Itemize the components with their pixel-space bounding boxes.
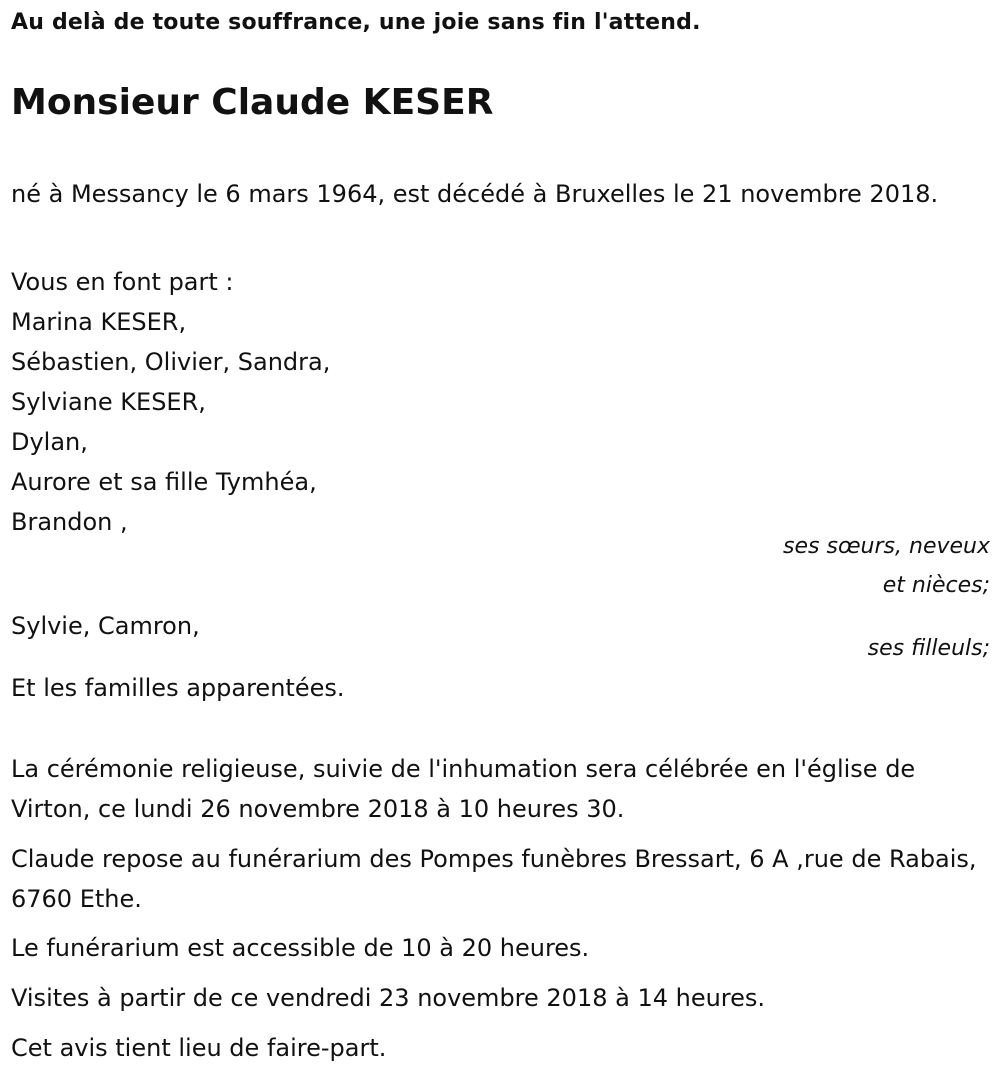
ceremony-details: La cérémonie religieuse, suivie de l'inhumation sera célébrée en l'église de Virton, ce lundi 26 novembre 2018 à 10 heures 30.	[11, 755, 916, 823]
notice-text: Cet avis tient lieu de faire-part.	[11, 1034, 387, 1062]
visits-start: Visites à partir de ce vendredi 23 novembre 2018 à 14 heures.	[11, 984, 766, 1012]
family-intro: Vous en font part :	[11, 268, 234, 296]
family-group-label: ses sœurs, neveux	[783, 534, 990, 559]
family-member-line: Sébastien, Olivier, Sandra,	[11, 348, 331, 376]
family-member-line: Sylviane KESER,	[11, 388, 206, 416]
quote-heading: Au delà de toute souffrance, une joie sans fin l'attend.	[11, 10, 701, 35]
deceased-name: Monsieur Claude KESER	[11, 82, 494, 123]
funeral-home-details: Claude repose au funérarium des Pompes funèbres Bressart, 6 A ,rue de Rabais, 6760 Ethe.	[11, 845, 977, 913]
visiting-hours: Le funérarium est accessible de 10 à 20 heures.	[11, 934, 590, 962]
family-member-line: Brandon ,	[11, 508, 128, 536]
birth-death-text: né à Messancy le 6 mars 1964, est décédé à Bruxelles le 21 novembre 2018.	[11, 180, 939, 208]
godchildren-label: ses filleuls;	[867, 636, 990, 661]
family-member-line: Marina KESER,	[11, 308, 187, 336]
godchildren-line: Sylvie, Camron,	[11, 612, 200, 640]
family-member-line: Aurore et sa fille Tymhéa,	[11, 468, 317, 496]
family-group-label-continued: et nièces;	[882, 573, 990, 598]
family-member-line: Dylan,	[11, 428, 88, 456]
relatives-line: Et les familles apparentées.	[11, 674, 345, 702]
